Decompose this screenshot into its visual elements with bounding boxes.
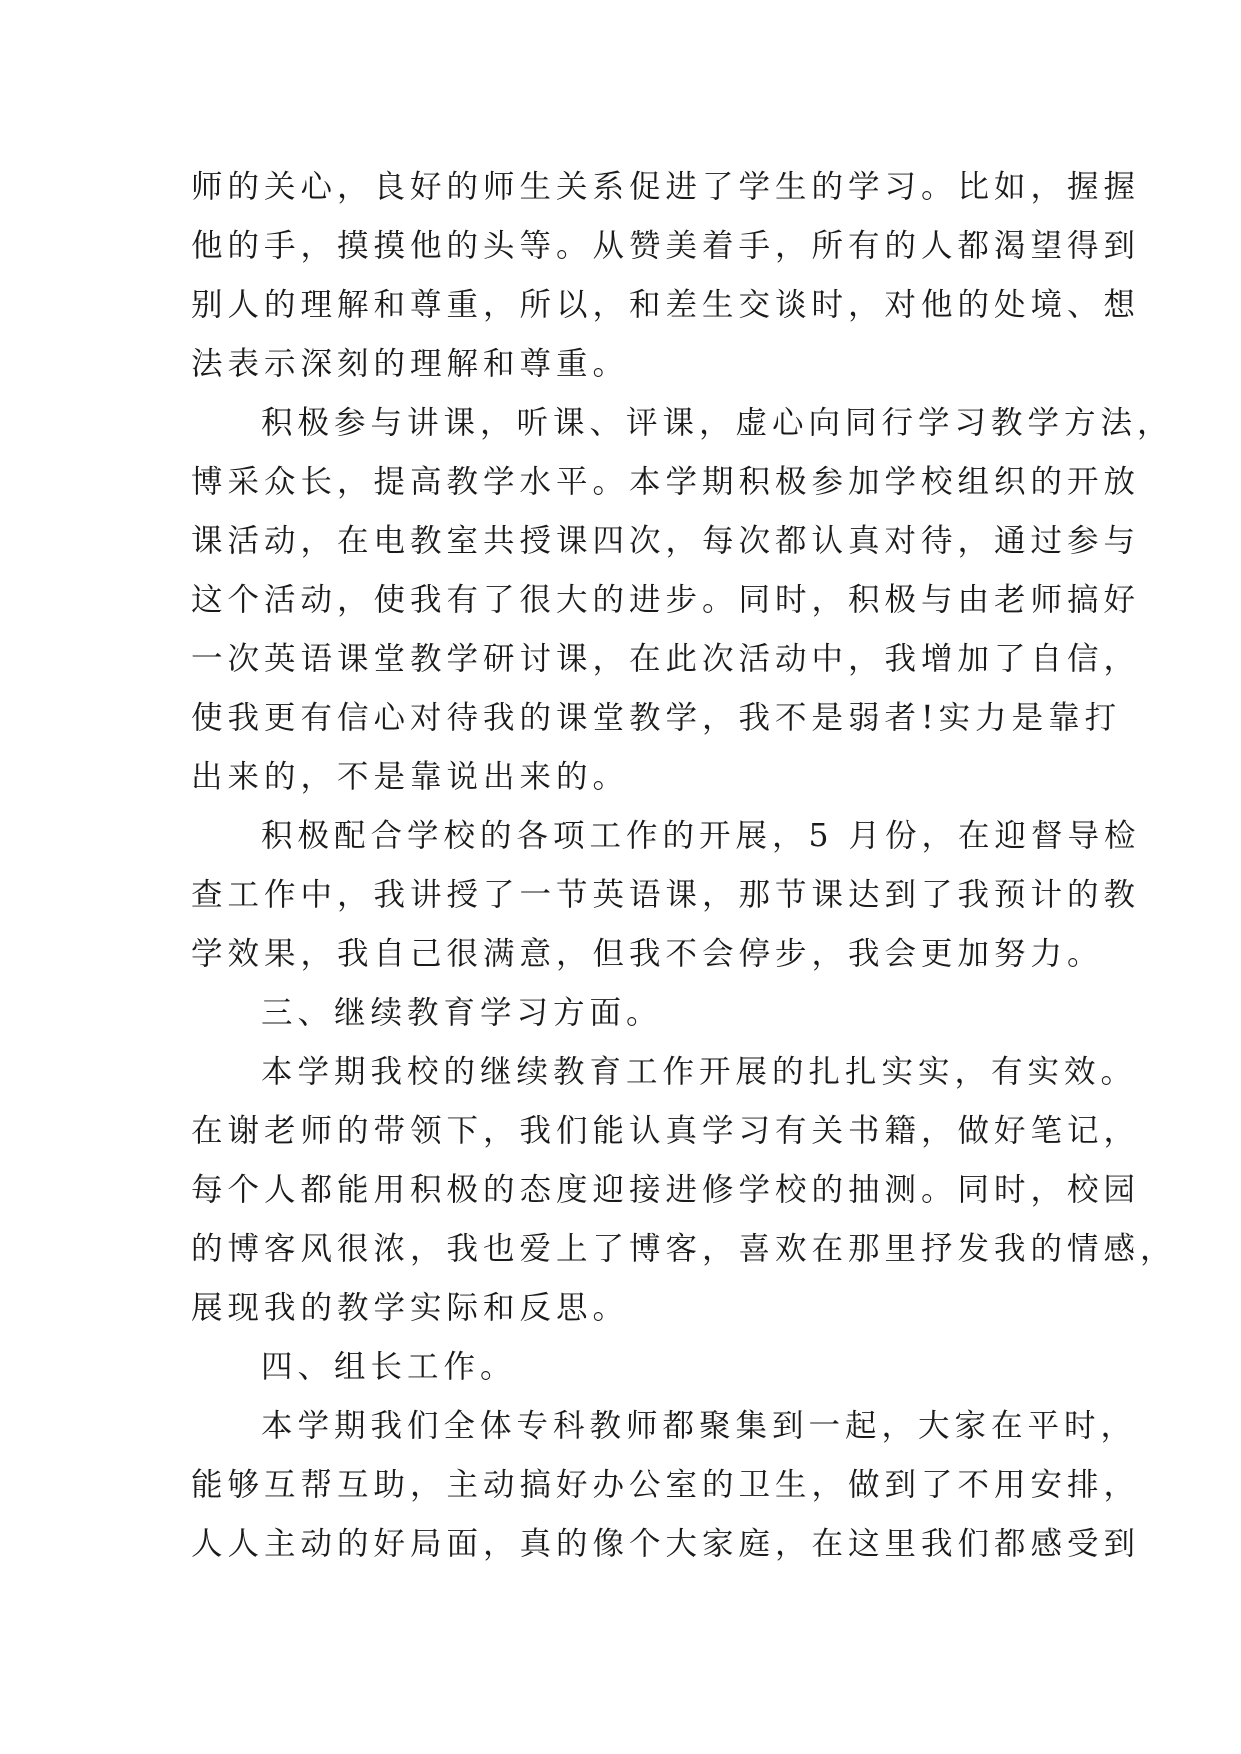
- text-line: 博采众长，提高教学水平。本学期积极参加学校组织的开放: [191, 464, 1141, 500]
- text-line: 这个活动，使我有了很大的进步。同时，积极与由老师搞好: [191, 582, 1141, 618]
- text-line: 能够互帮互助，主动搞好办公室的卫生，做到了不用安排，: [191, 1467, 1141, 1503]
- text-line: 人人主动的好局面，真的像个大家庭，在这里我们都感受到: [191, 1526, 1141, 1562]
- paragraph-first-line: 积极配合学校的各项工作的开展，5 月份，在迎督导检: [261, 818, 1141, 854]
- text-line: 一次英语课堂教学研讨课，在此次活动中，我增加了自信，: [191, 641, 1141, 677]
- text-line: 的博客风很浓，我也爱上了博客，喜欢在那里抒发我的情感，: [191, 1231, 1177, 1267]
- document-body: [191, 158, 1177, 1574]
- text-line: 使我更有信心对待我的课堂教学，我不是弱者!实力是靠打: [191, 700, 1122, 736]
- text-line: 学效果，我自己很满意，但我不会停步，我会更加努力。: [191, 936, 1104, 972]
- paragraph-first-line: 积极参与讲课，听课、评课，虚心向同行学习教学方法，: [261, 405, 1174, 441]
- text-line: 在谢老师的带领下，我们能认真学习有关书籍，做好笔记，: [191, 1113, 1141, 1149]
- paragraph-first-line: 本学期我们全体专科教师都聚集到一起，大家在平时，: [261, 1408, 1138, 1444]
- text-line: 查工作中，我讲授了一节英语课，那节课达到了我预计的教: [191, 877, 1141, 913]
- paragraph-first-line: 本学期我校的继续教育工作开展的扎扎实实，有实效。: [261, 1054, 1138, 1090]
- text-line: 师的关心，良好的师生关系促进了学生的学习。比如，握握: [191, 169, 1141, 205]
- text-line: 展现我的教学实际和反思。: [191, 1290, 630, 1326]
- text-line: 每个人都能用积极的态度迎接进修学校的抽测。同时，校园: [191, 1172, 1141, 1208]
- section-heading: 四、组长工作。: [261, 1349, 517, 1385]
- text-line: 别人的理解和尊重，所以，和差生交谈时，对他的处境、想: [191, 287, 1141, 323]
- text-line: 法表示深刻的理解和尊重。: [191, 346, 630, 382]
- text-line: 他的手，摸摸他的头等。从赞美着手，所有的人都渴望得到: [191, 228, 1141, 264]
- text-line: 课活动，在电教室共授课四次，每次都认真对待，通过参与: [191, 523, 1141, 559]
- section-heading: 三、继续教育学习方面。: [261, 995, 663, 1031]
- text-line: 出来的，不是靠说出来的。: [191, 759, 630, 795]
